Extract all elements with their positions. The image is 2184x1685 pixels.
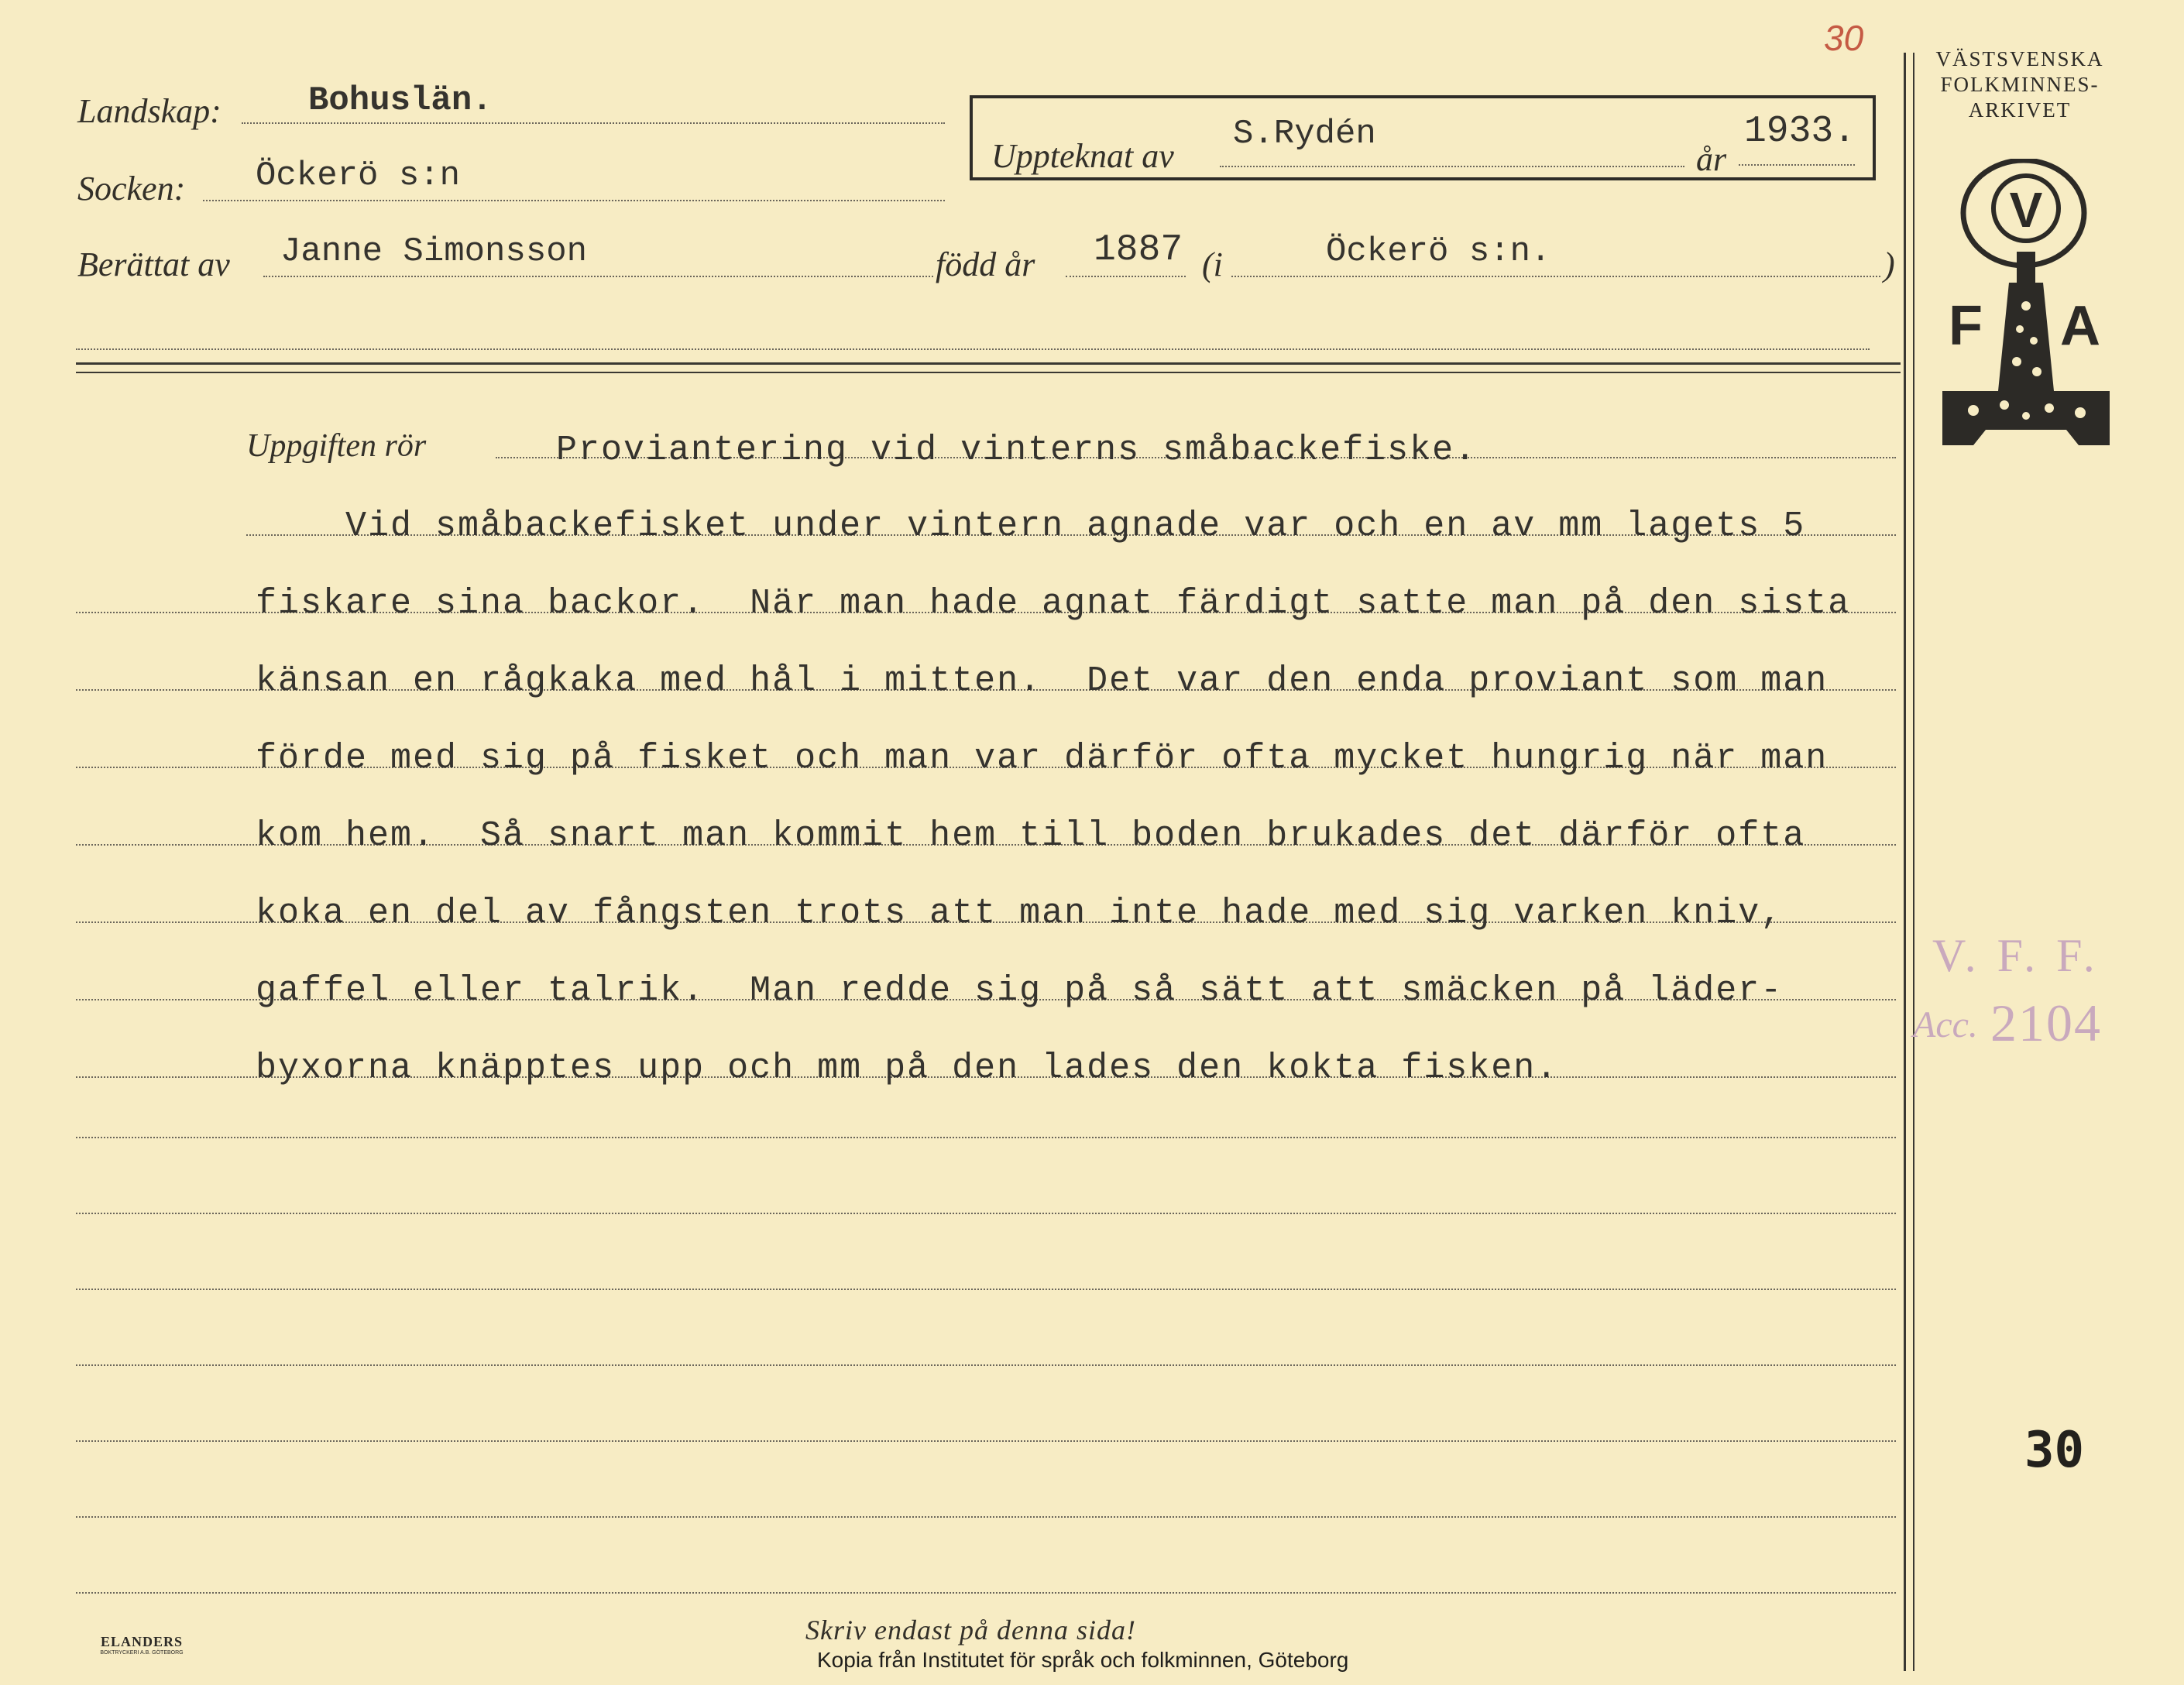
archive-name [1919,46,2120,123]
birth-year-label: född år [936,245,1035,283]
year-value: 1933. [1744,111,1856,153]
subject-value: Proviantering vid vinterns småbackefiske. [556,431,1478,470]
year-label: år [1696,140,1727,178]
logo-hammer-neck [2017,252,2035,283]
birth-year-line [1066,276,1186,277]
margin-rule-left [1904,53,1906,1671]
body-rule-15 [76,1592,1896,1594]
logo-letter-f: F [1949,295,1983,357]
landskap-value: Bohuslän. [308,81,493,120]
body-line-2: fiskare sina backor. När man hade agnat färdigt satte man på den sista [256,584,1851,623]
accession-stamp-number: 2104 [1990,993,2102,1052]
logo-letter-v: V [2009,182,2043,238]
body-rule-13 [76,1440,1896,1442]
birthplace-close: ) [1884,245,1895,283]
header-blank-line [76,348,1870,350]
body-line-7: gaffel eller talrik. Man redde sig på så sätt att smäcken på läder- [256,971,1784,1011]
printer-name: ELANDERS [100,1634,184,1649]
narrator-label: Berättat av [77,245,230,283]
archive-name-line-1: VÄSTSVENSKA [1935,47,2104,70]
year-line [1739,164,1855,166]
archive-logo [1927,159,2120,461]
birthplace-line [1231,276,1880,277]
accession-stamp-line-1: V. F. F. [1932,930,2100,981]
landskap-line [242,122,945,124]
recorder-line [1220,166,1684,167]
footer-instruction: Skriv endast på denna sida! [805,1615,1136,1646]
body-line-4: förde med sig på fisket och man var därför ofta mycket hungrig när man [256,739,1829,778]
subject-label: Uppgiften rör [246,428,427,464]
header-rule-top [76,362,1901,365]
logo-hammer-shaft [1998,283,2054,391]
handwritten-page-number: 30 [1824,18,1864,58]
archive-name-line-2: FOLKMINNES- [1940,73,2100,96]
printer-sub: BOKTRYCKERI A.B. GÖTEBORG [100,1650,184,1656]
body-line-8: byxorna knäpptes upp och mm på den lades den kokta fisken. [256,1048,1559,1088]
socken-label: Socken: [77,170,186,208]
logo-letter-a: A [2060,295,2100,357]
landskap-label: Landskap: [77,92,221,130]
body-rule-11 [76,1289,1896,1290]
margin-page-number: 30 [2024,1422,2085,1479]
socken-value: Öckerö s:n [256,156,461,195]
printer-mark [76,1634,208,1656]
birthplace-open: (i [1202,245,1223,283]
header-rule-bottom [76,372,1901,373]
narrator-value: Janne Simonsson [280,232,588,271]
body-rule-14 [76,1516,1896,1518]
narrator-line [263,276,933,277]
margin-rule-right [1913,53,1914,1671]
body-line-3: känsan en rågkaka med hål i mitten. Det var den enda proviant som man [256,661,1829,701]
body-rule-9 [76,1137,1896,1138]
body-line-5: kom hem. Så snart man kommit hem till boden brukades det därför ofta [256,816,1806,856]
birthplace-value: Öckerö s:n. [1326,232,1551,271]
recorder-value: S.Rydén [1233,115,1376,153]
accession-stamp-prefix: Acc. [1913,1004,1978,1045]
body-line-6: koka en del av fångsten trots att man inte hade med sig varken kniv, [256,894,1784,933]
birth-year-value: 1887 [1094,229,1183,271]
archive-name-line-3: ARKIVET [1968,98,2072,122]
body-rule-10 [76,1213,1896,1214]
copy-note: Kopia från Institutet för språk och folkminnen, Göteborg [817,1648,1349,1672]
body-rule-12 [76,1364,1896,1366]
recorder-label: Uppteknat av [991,137,1174,175]
body-line-1: Vid småbackefisket under vintern agnade var och en av mm lagets 5 [256,506,1806,546]
socken-line [203,200,945,201]
